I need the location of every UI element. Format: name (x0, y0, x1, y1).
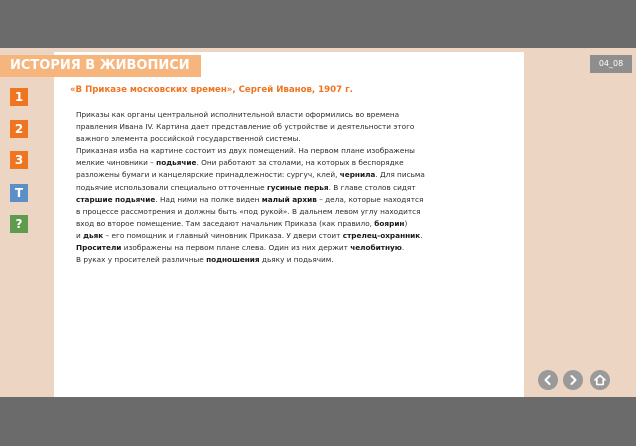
document-line (76, 157, 460, 169)
document-text: . В главе столов сидят (328, 182, 416, 192)
document-text: дьяку и подьячим. (259, 255, 334, 265)
document-line (76, 169, 460, 181)
document-line (76, 218, 460, 230)
document-text: . Для письма (375, 170, 425, 180)
document-title: «В Приказе московских времен», Сергей Иванов, 1907 г. (70, 85, 353, 95)
document-text: в процессе рассмотрения и должны быть «под рукой». В дальнем левом углу находится (76, 206, 421, 216)
chevron-right-icon (567, 374, 579, 386)
document-line (76, 206, 460, 218)
document-text: подьячие использовали специально отточенные (76, 182, 267, 192)
document-text: разложены бумаги и канцелярские принадлежности: сургуч, клей, (76, 170, 340, 180)
document-term: стрелец-охранник (342, 230, 421, 240)
document-text: . Над ними на полке виден (155, 194, 262, 204)
chevron-left-icon (542, 374, 554, 386)
document-term: подношения (206, 255, 260, 265)
nav-item-text[interactable]: T (10, 184, 28, 202)
document-line (76, 121, 460, 133)
document-line (76, 109, 460, 121)
document-text: Приказы как органы центральной исполнительной власти оформились во времена (76, 110, 400, 119)
back-button[interactable] (538, 370, 558, 390)
document-text: . (420, 230, 423, 240)
section-title: ИСТОРИЯ В ЖИВОПИСИ (0, 55, 201, 77)
document-text: В руках у просителей различные (76, 255, 207, 265)
document-text: вход во второе помещение. Там заседают начальник Приказа (как правило, (76, 218, 375, 228)
nav-item-quiz[interactable]: ? (10, 215, 28, 233)
document-term: дьяк (83, 230, 104, 240)
stage (0, 48, 636, 397)
document-text: правления Ивана IV. Картина дает представление об устройстве и деятельности этого (76, 122, 415, 132)
next-button[interactable] (563, 370, 583, 390)
nav-item-2[interactable]: 2 (10, 120, 28, 138)
document-text: . Они работают за столами, на которых в беспорядке (196, 158, 404, 168)
document-term: боярин (374, 218, 405, 228)
document-line (76, 182, 460, 194)
document-text: Приказная изба на картине состоит из двух помещений. На первом плане изображены (76, 146, 415, 156)
document-line (76, 145, 460, 157)
document-text: – дела, которые находятся (316, 194, 424, 204)
nav-item-1[interactable]: 1 (10, 88, 28, 106)
document-text: изображены на первом плане слева. Один из них держит (121, 243, 351, 253)
document-line (76, 230, 460, 242)
document-term: старшие подьячие (76, 194, 156, 204)
document-text: важного элемента российской государственной системы. (76, 134, 301, 144)
document-text: ) (404, 218, 408, 228)
document-term: Просители (76, 243, 122, 253)
document-term: подьячие (156, 158, 197, 168)
document-term: малый архив (261, 194, 317, 204)
home-icon (593, 373, 607, 387)
home-button[interactable] (590, 370, 610, 390)
document-text: и (76, 230, 84, 240)
document-term: чернила (339, 170, 376, 180)
document-line (76, 254, 460, 266)
document-body (76, 109, 460, 266)
document-text: мелкие чиновники – (76, 158, 157, 168)
slide-id-badge: 04_08 (590, 55, 632, 73)
document-term: челобитную (350, 243, 402, 253)
nav-item-3[interactable]: 3 (10, 151, 28, 169)
document-line (76, 133, 460, 145)
document-line (76, 242, 460, 254)
document-text: . (401, 243, 405, 253)
document-term: гусиные перья (266, 182, 329, 192)
document-line (76, 194, 460, 206)
document-text: – его помощник и главный чиновник Приказа. У двери стоит (103, 230, 343, 240)
content-panel (54, 52, 524, 397)
